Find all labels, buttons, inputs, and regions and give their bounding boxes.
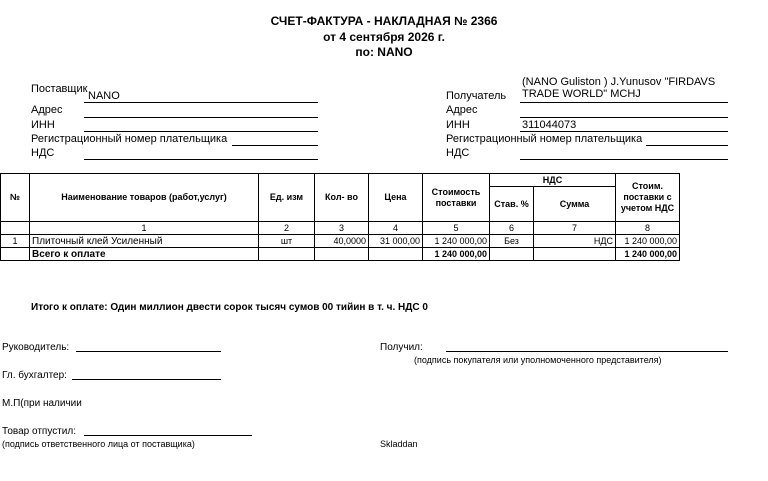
receiver-line: [520, 102, 728, 103]
receiver-label: Получатель: [446, 90, 507, 102]
released-note: (подпись ответственного лица от поставщика): [2, 439, 195, 449]
col-number: [1, 222, 30, 235]
supplier-inn-line: [84, 131, 318, 132]
total-row: [1, 248, 680, 261]
row-cost: 1 240 000,00: [423, 235, 490, 248]
warehouse-label: Skladdan: [380, 439, 418, 449]
total-cost: 1 240 000,00: [423, 248, 490, 261]
row-total: 1 240 000,00: [616, 235, 680, 248]
released-sign-line: [84, 435, 252, 436]
col-number: 6: [490, 222, 534, 235]
director-label: Руководитель:: [2, 342, 70, 353]
invoice-basis: по: NANO: [355, 45, 413, 59]
col-number: 3: [315, 222, 369, 235]
col-number: 2: [259, 222, 315, 235]
receiver-address-label: Адрес: [446, 104, 478, 116]
receiver-reg-line: [646, 145, 728, 146]
row-price: 31 000,00: [369, 235, 423, 248]
col-number: 4: [369, 222, 423, 235]
received-label: Получил:: [380, 342, 423, 353]
table-row: [1, 235, 680, 248]
invoice-table: [0, 173, 680, 261]
supplier-address-label: Адрес: [31, 104, 63, 116]
director-sign-line: [76, 351, 221, 352]
accountant-label: Гл. бухгалтер:: [2, 370, 67, 381]
receiver-reg-label: Регистрационный номер плательщика: [446, 133, 643, 145]
col-number: 5: [423, 222, 490, 235]
supplier-address-line: [84, 117, 318, 118]
row-vat-rate: Без: [490, 235, 534, 248]
invoice-date: от 4 сентября 2026 г.: [323, 30, 445, 44]
accountant-sign-line: [72, 379, 221, 380]
stamp-label: М.П(при наличии: [2, 398, 82, 409]
supplier-inn-label: ИНН: [31, 119, 55, 131]
supplier-label: Поставщик: [31, 83, 88, 95]
received-sign-line: [446, 351, 728, 352]
receiver-value-line1: (NANO Guliston ) J.Yunusov "FIRDAVS: [522, 76, 716, 88]
header-num: №: [1, 174, 30, 222]
supplier-vat-line: [84, 159, 318, 160]
header-unit: Ед. изм: [259, 174, 315, 222]
supplier-vat-label: НДС: [31, 147, 55, 159]
receiver-vat-line: [520, 159, 728, 160]
header-vat-sum: Сумма: [534, 187, 616, 222]
receiver-inn-value: 311044073: [522, 119, 577, 131]
supplier-reg-line: [232, 145, 318, 146]
row-vat-sum: НДС: [534, 235, 616, 248]
total-with-vat: 1 240 000,00: [616, 248, 680, 261]
header-vat-rate: Став. %: [490, 187, 534, 222]
total-in-words: Итого к оплате: Один миллион двести сорок тысяч сумов 00 тийин в т. ч. НДС 0: [31, 302, 428, 313]
header-name: Наименование товаров (работ,услуг): [30, 174, 259, 222]
row-qty: 40,0000: [315, 235, 369, 248]
released-label: Товар отпустил:: [2, 426, 76, 437]
receiver-address-line: [520, 117, 728, 118]
row-unit: шт: [259, 235, 315, 248]
header-price: Цена: [369, 174, 423, 222]
receiver-inn-line: [520, 131, 728, 132]
invoice-title: СЧЕТ-ФАКТУРА - НАКЛАДНАЯ № 2366: [270, 14, 498, 28]
col-number: 8: [616, 222, 680, 235]
header-qty: Кол- во: [315, 174, 369, 222]
header-vat: НДС: [490, 174, 616, 187]
col-number: 7: [534, 222, 616, 235]
header-cost: Стоимость поставки: [423, 174, 490, 222]
supplier-reg-label: Регистрационный номер плательщика: [31, 133, 228, 145]
row-num: 1: [1, 235, 30, 248]
total-label: Всего к оплате: [30, 248, 259, 261]
supplier-line: [84, 102, 318, 103]
header-total: Стоим. поставки с учетом НДС: [616, 174, 680, 222]
received-note: (подпись покупателя или уполномоченного представителя): [414, 355, 662, 365]
col-number: 1: [30, 222, 259, 235]
receiver-vat-label: НДС: [446, 147, 470, 159]
supplier-value: NANO: [88, 90, 120, 102]
row-name: Плиточный клей Усиленный: [30, 235, 259, 248]
receiver-value-line2: TRADE WORLD" MCHJ: [522, 88, 641, 100]
receiver-inn-label: ИНН: [446, 119, 470, 131]
